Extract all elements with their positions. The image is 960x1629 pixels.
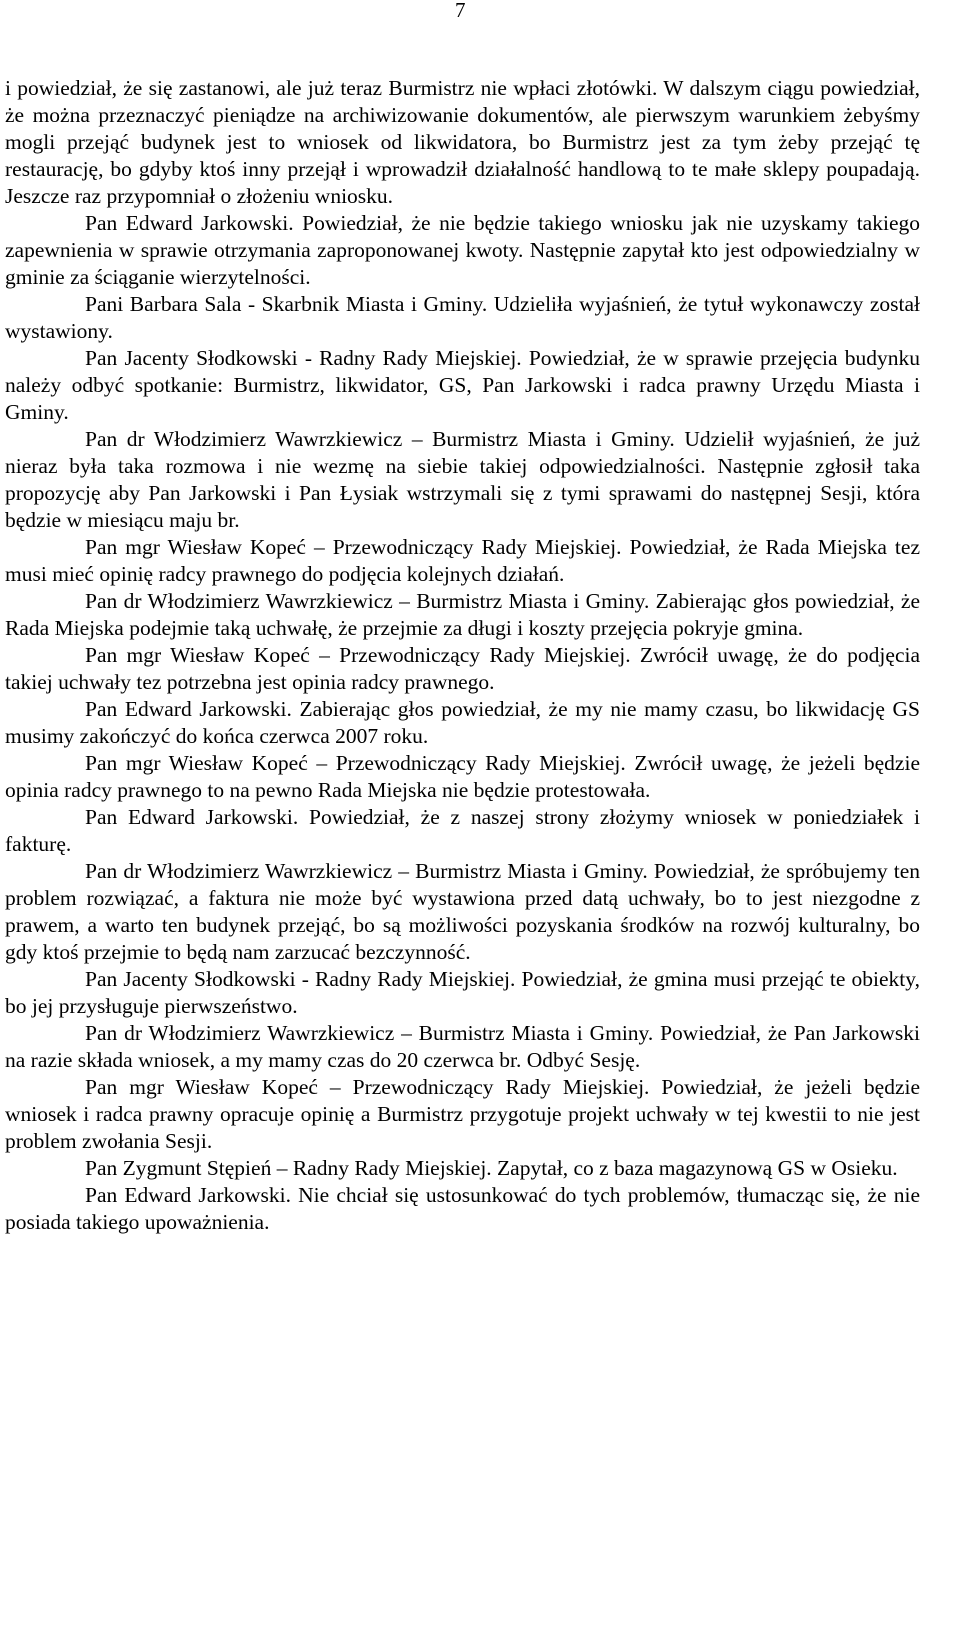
paragraph: i powiedział, że się zastanowi, ale już teraz Burmistrz nie wpłaci złotówki. W dalszym ciągu powiedział, że można przeznaczyć pieniądze na archiwizowanie dokumentów, ale pierwszym warunkiem żebyśmy mogli przejąć budynek jest to wniosek od likwidatora, bo Burmistrz jest za tym żeby przejąć tę restaurację, bo gdyby ktoś inny przejął i wprowadził działalność handlową to te małe sklepy poupadają. Jeszcze raz przypomniał o złożeniu wniosku. bbox=[5, 76, 920, 208]
paragraph: Pan Zygmunt Stępień – Radny Rady Miejskiej. Zapytał, co z baza magazynową GS w Osieku. bbox=[85, 1156, 898, 1180]
paragraph: Pan mgr Wiesław Kopeć – Przewodniczący Rady Miejskiej. Zwrócił uwagę, że jeżeli będzie opinia radcy prawnego to na pewno Rada Miejska nie będzie protestowała. bbox=[5, 751, 920, 802]
paragraph: Pani Barbara Sala - Skarbnik Miasta i Gminy. Udzieliła wyjaśnień, że tytuł wykonawczy został wystawiony. bbox=[5, 292, 920, 343]
paragraph: Pan Edward Jarkowski. Nie chciał się ustosunkować do tych problemów, tłumacząc się, że nie posiada takiego upoważnienia. bbox=[5, 1183, 920, 1234]
paragraph: Pan mgr Wiesław Kopeć – Przewodniczący Rady Miejskiej. Powiedział, że Rada Miejska tez musi mieć opinię radcy prawnego do podjęcia kolejnych działań. bbox=[5, 535, 920, 586]
paragraph: Pan mgr Wiesław Kopeć – Przewodniczący Rady Miejskiej. Zwrócił uwagę, że do podjęcia takiej uchwały tez potrzebna jest opinia radcy prawnego. bbox=[5, 643, 920, 694]
paragraph: Pan Jacenty Słodkowski - Radny Rady Miejskiej. Powiedział, że w sprawie przejęcia budynku należy odbyć spotkanie: Burmistrz, likwidator, GS, Pan Jarkowski i radca prawny Urzędu Miasta i Gminy. bbox=[5, 346, 920, 424]
paragraph: Pan Jacenty Słodkowski - Radny Rady Miejskiej. Powiedział, że gmina musi przejąć te obiekty, bo jej przysługuje pierwszeństwo. bbox=[5, 967, 920, 1018]
paragraph: Pan dr Włodzimierz Wawrzkiewicz – Burmistrz Miasta i Gminy. Powiedział, że spróbujemy ten problem rozwiązać, a faktura nie może być wystawiona przed datą uchwały, bo to jest niezgodne z prawem, a warto ten budynek przejąć, bo są możliwości pozyskania środków na rozwój kulturalny, bo gdy ktoś przejmie to będą nam zarzucać bezczynność. bbox=[5, 859, 920, 964]
paragraph: Pan dr Włodzimierz Wawrzkiewicz – Burmistrz Miasta i Gminy. Powiedział, że Pan Jarkowski na razie składa wniosek, a my mamy czas do 20 czerwca br. Odbyć Sesję. bbox=[5, 1021, 920, 1072]
paragraph: Pan mgr Wiesław Kopeć – Przewodniczący Rady Miejskiej. Powiedział, że jeżeli będzie wniosek i radca prawny opracuje opinię a Burmistrz przygotuje projekt uchwały w tej kwestii to nie jest problem zwołania Sesji. bbox=[5, 1075, 920, 1153]
paragraph: Pan dr Włodzimierz Wawrzkiewicz – Burmistrz Miasta i Gminy. Zabierając głos powiedział, że Rada Miejska podejmie taką uchwałę, że przejmie za długi i koszty przejęcia pokryje gmina. bbox=[5, 589, 920, 640]
paragraph: Pan Edward Jarkowski. Powiedział, że z naszej strony złożymy wniosek w poniedziałek i fakturę. bbox=[5, 805, 920, 856]
paragraph: Pan Edward Jarkowski. Zabierając głos powiedział, że my nie mamy czasu, bo likwidację GS musimy zakończyć do końca czerwca 2007 roku. bbox=[5, 697, 920, 748]
document-body bbox=[5, 0, 920, 1236]
paragraph: Pan dr Włodzimierz Wawrzkiewicz – Burmistrz Miasta i Gminy. Udzielił wyjaśnień, że już nieraz była taka rozmowa i nie wezmę na siebie takiej odpowiedzialności. Następnie zgłosił taka propozycję aby Pan Jarkowski i Pan Łysiak wstrzymali się z tymi sprawami do następnej Sesji, która będzie w miesiącu maju br. bbox=[5, 427, 920, 532]
paragraph: Pan Edward Jarkowski. Powiedział, że nie będzie takiego wniosku jak nie uzyskamy takiego zapewnienia w sprawie otrzymania zaproponowanej kwoty. Następnie zapytał kto jest odpowiedzialny w gminie za ściąganie wierzytelności. bbox=[5, 211, 920, 289]
page-number: 7 bbox=[455, 0, 466, 22]
